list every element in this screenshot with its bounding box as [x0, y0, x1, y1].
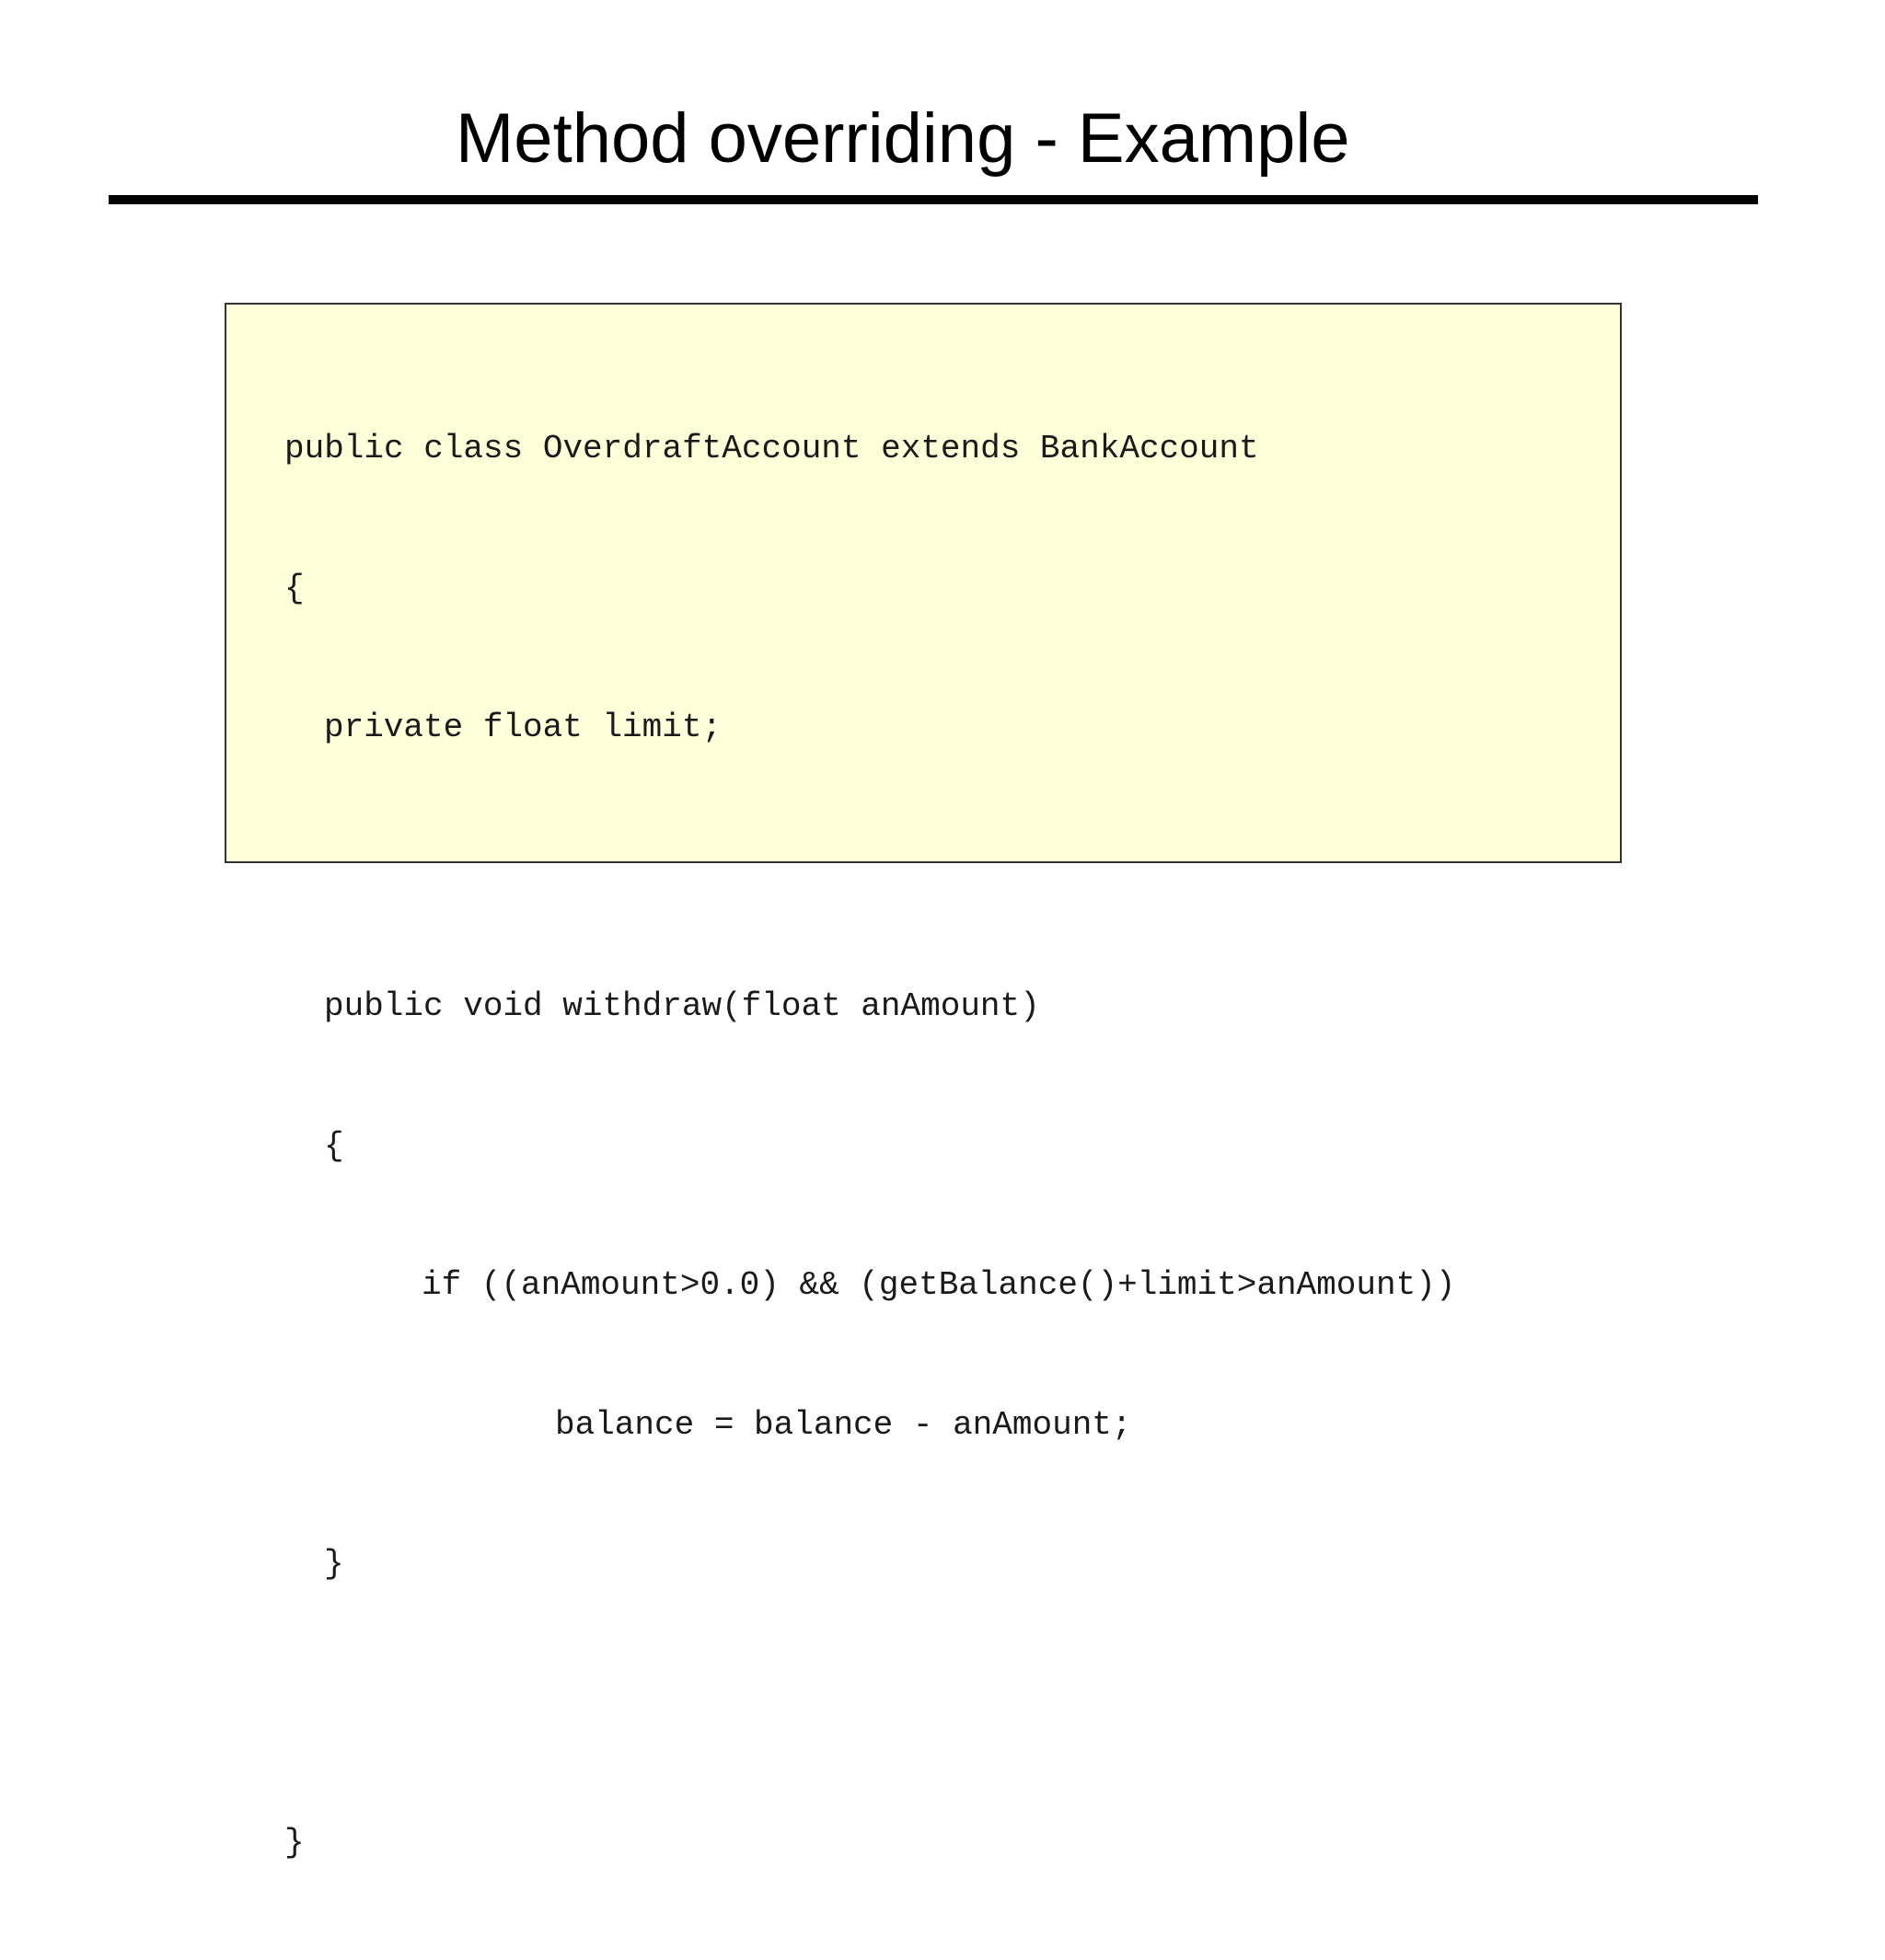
code-line-method-open-brace: { [324, 1126, 344, 1165]
code-line-field-limit: private float limit; [324, 709, 723, 746]
code-line-blank [284, 1681, 1455, 1728]
code-line-blank [284, 845, 1455, 892]
code-line-method-close-brace: } [324, 1545, 344, 1583]
code-line-class-open-brace: { [284, 569, 305, 607]
code-line-if-condition: if ((anAmount>0.0) && (getBalance()+limit>anAmount)) [422, 1266, 1456, 1304]
slide-title: Method overriding - Example [456, 99, 1350, 178]
code-block [284, 333, 1455, 1960]
title-divider [109, 195, 1758, 204]
code-line-balance-update: balance = balance - anAmount; [555, 1405, 1132, 1444]
code-line-class-close-brace: } [284, 1824, 305, 1862]
code-line-method-signature: public void withdraw(float anAmount) [324, 987, 1040, 1025]
code-listing-box [225, 303, 1622, 1862]
code-line-class-declaration: public class OverdraftAccount extends BankAccount [284, 430, 1259, 467]
